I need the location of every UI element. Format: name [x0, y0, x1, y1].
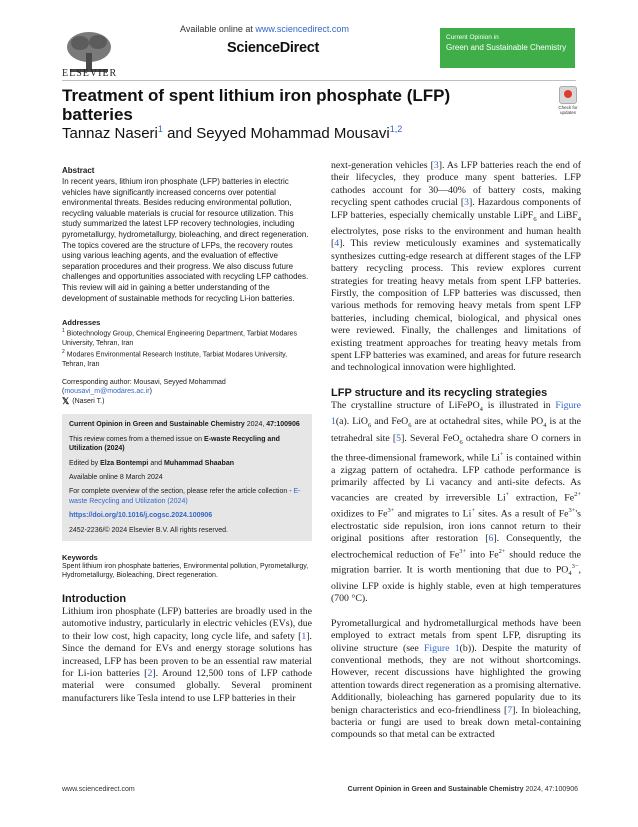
abstract-text: In recent years, lithium iron phosphate (LFP) batteries in electric vehicles have significantly increased concerns over potential environmental threats. Besides reducing environmental pollution, recycling valuable materials is crucial for resource utilization. This study summarized the latest LFP recovery technologies, including pyrometallurgy, hydrometallurgy, bioleaching, and direct regeneration. The topics covered are the structure of LFPs, the recovery routes using various leaching agents, and the evaluation of effective separation procedures and their progress. We also discuss future challenges and opportunities associated with recycling LFP cathodes. This review will aid in gaining a better understanding of the development of sustainable methods for recycling Li-ion batteries.	[62, 177, 309, 303]
recycling-methods-paragraph: Pyrometallurgical and hydrometallurgical methods have been employed to extract metals from spent LFP, disrupting its olivine structure (see Figure 1(b)). Despite the maturity of conventional methods, they are not without shortcomings. However, recent discussions have highlighted the growing attention towards direct regeneration as a promising alternative. Additionally, bioleaching has garnered popularity due to its benign characteristics and eco-friendliness [7]. In bioleaching, bacteria or fungi are used to break down metal-containing compounds so that metal can be extracted	[331, 617, 581, 741]
x-handle-line	[62, 397, 312, 407]
check-for-updates-button[interactable]	[556, 86, 580, 118]
address-2: $^2$ Modares Environmental Research Institute, Tarbiat Modares University, Tehran, Iran	[62, 349, 288, 369]
ref-link[interactable]: 3	[464, 197, 470, 209]
keywords-heading: Keywords	[62, 552, 98, 562]
author-email-link[interactable]: mousavi_m@modares.ac.ir	[64, 388, 150, 396]
introduction-heading: Introduction	[62, 592, 127, 605]
figure-link[interactable]: Figure 1	[423, 642, 460, 654]
info-doi	[69, 511, 305, 520]
author-1-affiliation[interactable]: 1	[157, 124, 163, 134]
publisher-wordmark: ELSEVIER	[62, 68, 118, 79]
footer-website[interactable]: www.sciencedirect.com	[62, 786, 135, 793]
journal-badge-line2: Green and Sustainable Chemistry	[446, 43, 567, 52]
ref-link[interactable]: 1	[301, 630, 307, 642]
ref-link[interactable]: 3	[433, 160, 439, 171]
collection-link[interactable]: E-waste Recycling and Utilization (2024)	[69, 488, 301, 505]
left-column	[62, 166, 312, 705]
figure-link[interactable]: Figure 1	[331, 399, 581, 428]
available-online-line	[180, 24, 349, 34]
x-logo-icon[interactable]: 𝕏	[62, 396, 70, 407]
author-and: and	[167, 125, 193, 142]
doi-link[interactable]: https://doi.org/10.1016/j.cogsc.2024.100906	[69, 512, 213, 520]
x-handle: (Naseri T.)	[72, 397, 105, 405]
addresses-heading: Addresses	[62, 318, 101, 328]
article-title: Treatment of spent lithium iron phosphate (LFP) batteries	[62, 86, 451, 124]
info-available-online: Available online 8 March 2024	[69, 473, 163, 481]
page-header	[0, 0, 638, 84]
ref-link[interactable]: 7	[507, 704, 513, 716]
check-updates-label: Check for updates	[558, 105, 578, 115]
sciencedirect-title: ScienceDirect	[227, 40, 320, 56]
info-overview: For complete overview of the section, please refer the article collection - E-waste Recycling and Utilization (2024)	[69, 488, 301, 505]
lfp-structure-heading: LFP structure and its recycling strategies	[331, 386, 548, 399]
author-2[interactable]: Seyyed Mohammad Mousavi	[196, 125, 390, 142]
info-journal: Current Opinion in Green and Sustainable Chemistry 2024, 47:100906	[69, 421, 300, 429]
introduction-paragraph: Lithium iron phosphate (LFP) batteries are broadly used in the automotive industry, particularly in electric vehicles (EVs), due to their low cost, high capacity, long cycle life, and safety [1]. Since the demand for EVs and energy storage solutions has increased, LFP has been proven to be an essential raw material for Li-ion batteries [2]. Around 12,500 tons of LFP cathode material were consumed globally. Several prominent manufacturers like Tesla intend to use LFP batteries in their	[62, 605, 312, 704]
intro-continued-paragraph: next-generation vehicles [3]. As LFP batteries reach the end of their lifecycles, they produce many spent batteries. LFP cathodes account for 30—40% of battery costs, making recycling spent cathodes crucial [3]. Hazardous components of LFP batteries, especially chemically unstable LiPF$_6$ and LiBF$_4$ electrolytes, pose risks to the environment and human health [4]. This review meticulously examines and systematically synthesizes cutting-edge research at different stages of the LFP battery recycling process. This review explores current strategies for treating heavy metals from spent LFP batteries. Firstly, the composition of LFP batteries was discussed, then various methods for removing heavy metals from spent LFP batteries, including chemical, biological, and physical ones were reviewed. Finally, the challenges and limitations of existing treatment approaches for treating heavy metals from spent LFP batteries was examined, and areas for future research and technological innovation were highlighted.	[331, 160, 582, 374]
right-column	[331, 160, 581, 742]
check-updates-icon	[559, 86, 577, 104]
paragraph-gap	[331, 606, 581, 618]
footer-citation: Current Opinion in Green and Sustainable Chemistry 2024, 47:100906	[347, 786, 578, 793]
lfp-structure-paragraph: The crystalline structure of LiFePO$_4$ is illustrated in Figure 1(a). LiO$_6$ and FeO$_6$ are at octahedral sites, while $PO_4$ is at the tetrahedral site [5]. Several FeO$_6$ octahedra share O corners in the three-dimensional framework, while Li+ is contained within a zigzag pattern of octahedra. LFP cathode performance is primarily affected by Li vacancy and anti-site defects. As vacancies are created by irreversible Li+ extraction, $Fe^{2+}$ oxidizes to $Fe^{3+}$ and migrates to Li+ sites. As a result of $Fe^{3+}'s$ electrostatic side repulsion, iron ions cannot return to their original positions after restoration [6]. Consequently, the electrochemical reduction of $Fe^{3+}$ into $Fe^{2+}$ should reduce the migration barrier. It is worth mentioning that due to $PO_4^{3-}$, olivine LFP oxide is highly stable, even at high temperatures (700 °C).	[331, 399, 582, 605]
ref-link[interactable]: 5	[396, 432, 402, 444]
page-footer	[62, 786, 578, 793]
author-1[interactable]: Tannaz Naseri	[62, 125, 158, 142]
ref-link[interactable]: 4	[334, 238, 340, 250]
article-authors	[62, 124, 402, 142]
corresponding-author: Corresponding author: Mousavi, Seyyed Mohammad (mousavi_m@modares.ac.ir)	[62, 378, 226, 396]
address-1: $^1$ Biotechnology Group, Chemical Engineering Department, Tarbiat Modares University, Tehran, Iran	[62, 328, 297, 347]
info-editors: Edited by Elza Bontempi and Muhammad Shaaban	[69, 459, 234, 467]
journal-badge	[440, 28, 575, 68]
info-themed-issue: This review comes from a themed issue on E-waste Recycling and Utilization (2024)	[69, 435, 280, 453]
ref-link[interactable]: 2	[147, 667, 153, 679]
abstract-heading: Abstract	[62, 166, 95, 175]
sciencedirect-link[interactable]: www.sciencedirect.com	[255, 24, 349, 34]
keywords-text: Spent lithium iron phosphate batteries, Environmental pollution, Pyrometallurgy, Hydrometallurgy, Bioleaching, Direct regeneration.	[62, 562, 309, 580]
journal-badge-line1: Current Opinion in	[446, 34, 499, 41]
header-divider	[62, 80, 576, 81]
available-prefix: Available online at	[180, 24, 253, 34]
ref-link[interactable]: 6	[488, 533, 494, 545]
article-info-box	[62, 414, 312, 541]
author-2-affiliation[interactable]: 1,2	[389, 124, 403, 134]
info-issn: 2452-2236/© 2024 Elsevier B.V. All rights reserved.	[69, 526, 228, 534]
